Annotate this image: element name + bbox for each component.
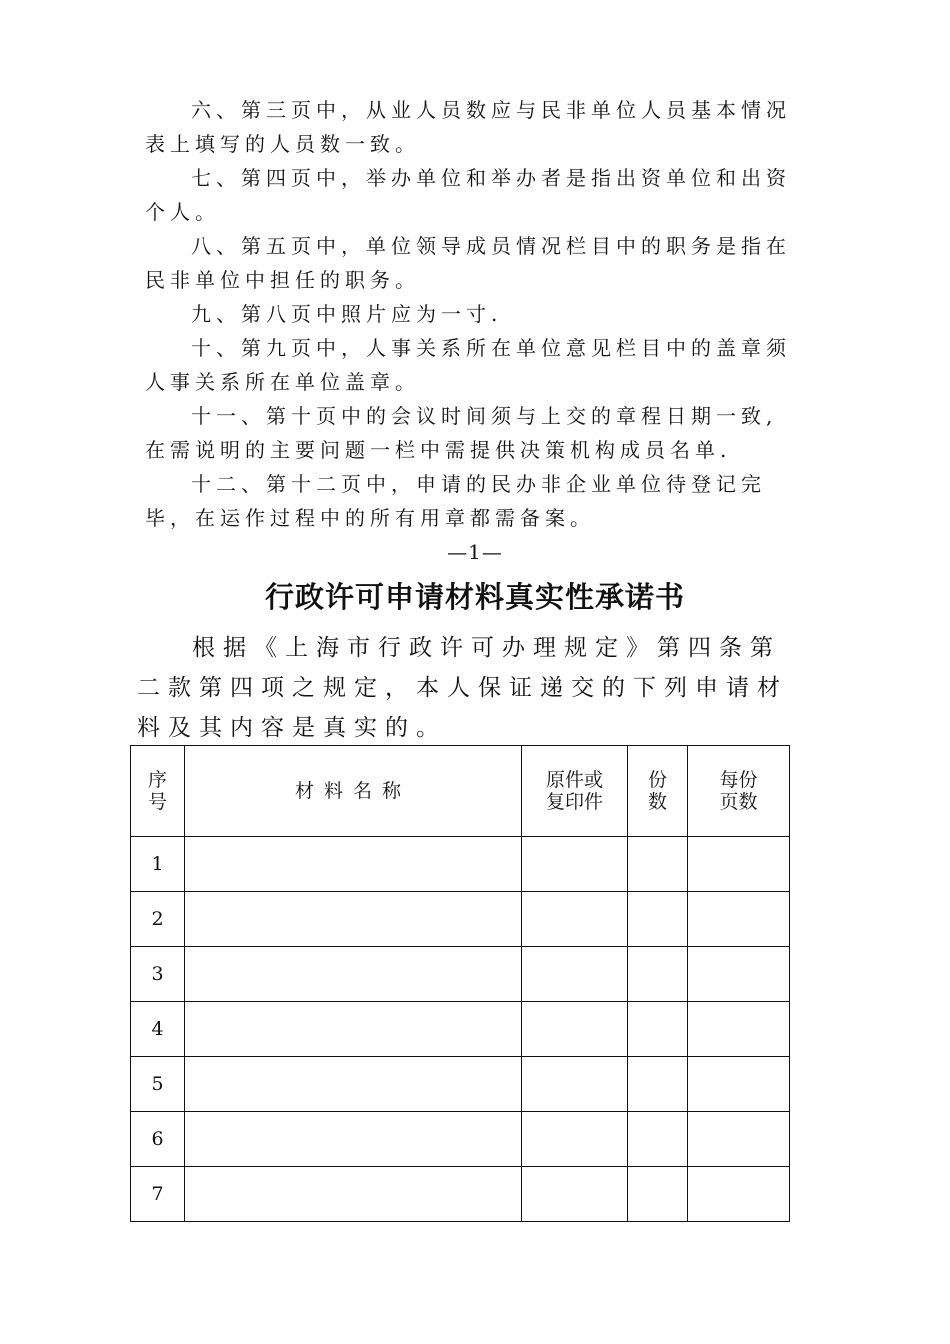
copies-cell[interactable] bbox=[628, 1167, 688, 1222]
copies-cell[interactable] bbox=[628, 947, 688, 1002]
original-or-copy-cell[interactable] bbox=[522, 837, 628, 892]
row-index: 1 bbox=[131, 837, 185, 892]
row-index: 6 bbox=[131, 1112, 185, 1167]
header-original-or-copy: 原件或 复印件 bbox=[522, 746, 628, 837]
table-row bbox=[131, 947, 790, 1002]
header-copies: 份 数 bbox=[628, 746, 688, 837]
table-row bbox=[131, 892, 790, 947]
note-item: 十、第九页中，人事关系所在单位意见栏目中的盖章须人事关系所在单位盖章。 bbox=[145, 336, 791, 394]
pages-cell[interactable] bbox=[688, 892, 790, 947]
row-index: 5 bbox=[131, 1057, 185, 1112]
copies-cell[interactable] bbox=[628, 1002, 688, 1057]
page-number: —1— bbox=[447, 540, 503, 564]
note-item: 八、第五页中，单位领导成员情况栏目中的职务是指在民非单位中担任的职务。 bbox=[145, 234, 791, 292]
pledge-statement: 根据《上海市行政许可办理规定》第四条第二款第四项之规定，本人保证递交的下列申请材料及其内容是真实的。 bbox=[137, 635, 788, 741]
note-item: 十二、第十二页中，申请的民办非企业单位待登记完毕，在运作过程中的所有用章都需备案。 bbox=[145, 472, 766, 530]
material-name-cell[interactable] bbox=[185, 892, 522, 947]
note-item: 七、第四页中，举办单位和举办者是指出资单位和出资个人。 bbox=[145, 166, 791, 224]
page-title: 行政许可申请材料真实性承诺书 bbox=[264, 580, 685, 614]
table-row bbox=[131, 1112, 790, 1167]
pages-cell[interactable] bbox=[688, 1002, 790, 1057]
header-seq: 序 号 bbox=[131, 746, 185, 837]
header-material-name: 材料名称 bbox=[185, 746, 522, 837]
pages-cell[interactable] bbox=[688, 1112, 790, 1167]
original-or-copy-cell[interactable] bbox=[522, 892, 628, 947]
material-name-cell[interactable] bbox=[185, 1002, 522, 1057]
row-index: 3 bbox=[131, 947, 185, 1002]
table-header-row bbox=[131, 746, 790, 837]
row-index: 2 bbox=[131, 892, 185, 947]
table-row bbox=[131, 837, 790, 892]
copies-cell[interactable] bbox=[628, 1057, 688, 1112]
note-item: 十一、第十页中的会议时间须与上交的章程日期一致,在需说明的主要问题一栏中需提供决策机构成员名单. bbox=[145, 404, 778, 462]
pages-cell[interactable] bbox=[688, 1167, 790, 1222]
note-item: 九、第八页中照片应为一寸. bbox=[191, 302, 503, 326]
materials-table bbox=[130, 745, 790, 1222]
table-row bbox=[131, 1167, 790, 1222]
original-or-copy-cell[interactable] bbox=[522, 1167, 628, 1222]
original-or-copy-cell[interactable] bbox=[522, 1002, 628, 1057]
pages-cell[interactable] bbox=[688, 837, 790, 892]
header-pages-per-copy: 每份 页数 bbox=[688, 746, 790, 837]
original-or-copy-cell[interactable] bbox=[522, 1057, 628, 1112]
copies-cell[interactable] bbox=[628, 892, 688, 947]
pages-cell[interactable] bbox=[688, 1057, 790, 1112]
material-name-cell[interactable] bbox=[185, 1112, 522, 1167]
material-name-cell[interactable] bbox=[185, 947, 522, 1002]
table-row bbox=[131, 1057, 790, 1112]
original-or-copy-cell[interactable] bbox=[522, 947, 628, 1002]
notes-section bbox=[145, 93, 795, 535]
note-item: 六、第三页中，从业人员数应与民非单位人员基本情况表上填写的人员数一致。 bbox=[145, 98, 791, 156]
row-index: 4 bbox=[131, 1002, 185, 1057]
material-name-cell[interactable] bbox=[185, 1167, 522, 1222]
row-index: 7 bbox=[131, 1167, 185, 1222]
original-or-copy-cell[interactable] bbox=[522, 1112, 628, 1167]
table-row bbox=[131, 1002, 790, 1057]
copies-cell[interactable] bbox=[628, 1112, 688, 1167]
copies-cell[interactable] bbox=[628, 837, 688, 892]
pages-cell[interactable] bbox=[688, 947, 790, 1002]
material-name-cell[interactable] bbox=[185, 1057, 522, 1112]
material-name-cell[interactable] bbox=[185, 837, 522, 892]
